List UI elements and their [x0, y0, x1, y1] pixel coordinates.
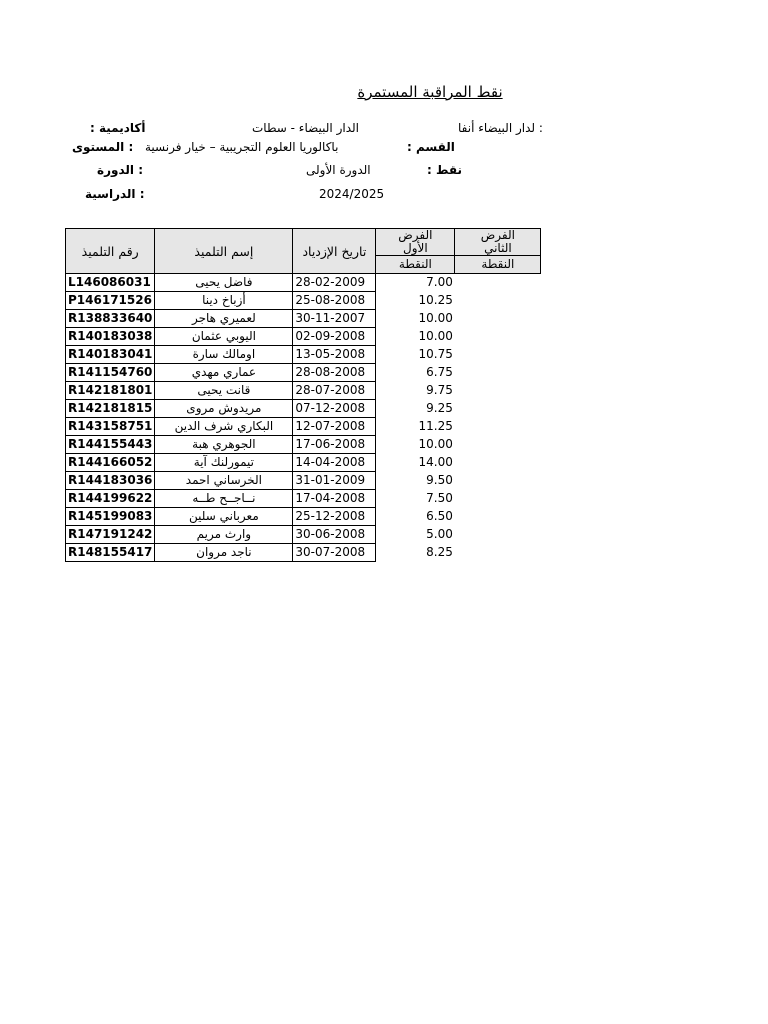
test-2-grade-cell	[455, 364, 541, 382]
test-2-grade-cell	[455, 490, 541, 508]
year-label: الدراسية :	[85, 187, 145, 201]
test-2-grade-cell	[455, 544, 541, 562]
test-1-grade-cell: 10.25	[418, 293, 453, 307]
test-1-grade-cell: 6.50	[426, 509, 453, 523]
test-2-grade-cell	[455, 346, 541, 364]
birth-date-cell: 30-06-2008	[293, 526, 376, 544]
level-value: باكالوريا العلوم التجريبية – خيار فرنسية	[145, 140, 339, 154]
table-row	[66, 292, 541, 310]
birth-date-cell: 28-08-2008	[293, 364, 376, 382]
student-name-cell: الجوهري هبة	[155, 436, 293, 454]
page-title: نقط المراقبة المستمرة	[357, 83, 503, 101]
test-1-grade-cell: 6.75	[426, 365, 453, 379]
points-label: : نقط	[427, 163, 462, 177]
birth-date-cell: 31-01-2009	[293, 472, 376, 490]
header-test-2-grade: النقطة	[455, 256, 541, 274]
birth-date-cell: 02-09-2008	[293, 328, 376, 346]
test-1-grade-cell: 8.25	[426, 545, 453, 559]
test-1-grade-cell: 10.00	[418, 311, 453, 325]
student-id-cell: R140183038	[66, 328, 155, 346]
table-row	[66, 418, 541, 436]
test-1-grade-cell: 9.25	[426, 401, 453, 415]
test-2-grade-cell	[455, 400, 541, 418]
student-name-cell: تيمورلنك آية	[155, 454, 293, 472]
session-label: الدورة :	[97, 163, 143, 177]
student-id-cell: R142181801	[66, 382, 155, 400]
birth-date-cell: 30-11-2007	[293, 310, 376, 328]
student-id-cell: R144155443	[66, 436, 155, 454]
test-2-grade-cell	[455, 328, 541, 346]
header-test-1-grade: النقطة	[376, 256, 455, 274]
student-name-cell: أزباخ دينا	[155, 292, 293, 310]
student-id-cell: R147191242	[66, 526, 155, 544]
student-name-cell: اومالك سارة	[155, 346, 293, 364]
school-value: لدار البيضاء أنفا :	[458, 121, 543, 135]
year-value: 2024/2025	[319, 187, 385, 201]
grades-table-body	[66, 274, 541, 562]
test-2-grade-cell	[455, 436, 541, 454]
test-2-grade-cell	[455, 472, 541, 490]
table-row	[66, 454, 541, 472]
test-1-grade-cell: 10.00	[418, 329, 453, 343]
birth-date-cell: 30-07-2008	[293, 544, 376, 562]
student-id-cell: R144183036	[66, 472, 155, 490]
test-2-grade-cell	[455, 526, 541, 544]
student-id-cell: R145199083	[66, 508, 155, 526]
grades-table	[65, 228, 541, 562]
table-row	[66, 364, 541, 382]
table-row	[66, 526, 541, 544]
student-name-cell: قانت يحيى	[155, 382, 293, 400]
header-test-1	[376, 229, 455, 256]
student-name-cell: البكاري شرف الدين	[155, 418, 293, 436]
header-birth-date: تاريخ الإزدياد	[293, 229, 376, 274]
header-test-2-line1: الفرض	[480, 228, 515, 242]
table-row	[66, 508, 541, 526]
test-1-grade-cell: 14.00	[418, 455, 453, 469]
student-id-cell: R138833640	[66, 310, 155, 328]
header-test-1-line1: الفرض	[398, 228, 433, 242]
student-name-cell: معرباني سلين	[155, 508, 293, 526]
test-1-grade-cell: 7.50	[426, 491, 453, 505]
student-id-cell: P146171526	[66, 292, 155, 310]
academy-value: الدار البيضاء - سطات	[252, 121, 359, 135]
table-row	[66, 400, 541, 418]
birth-date-cell: 17-04-2008	[293, 490, 376, 508]
table-row	[66, 310, 541, 328]
test-1-grade-cell: 9.50	[426, 473, 453, 487]
header-student-name: إسم التلميذ	[155, 229, 293, 274]
level-label: المستوى :	[72, 140, 134, 154]
student-name-cell: اليوبي عثمان	[155, 328, 293, 346]
birth-date-cell: 14-04-2008	[293, 454, 376, 472]
student-name-cell: فاضل يحيى	[155, 274, 293, 292]
birth-date-cell: 07-12-2008	[293, 400, 376, 418]
student-id-cell: R141154760	[66, 364, 155, 382]
section-label: : القسم	[407, 140, 455, 154]
test-2-grade-cell	[455, 508, 541, 526]
student-name-cell: الخرساني احمد	[155, 472, 293, 490]
birth-date-cell: 17-06-2008	[293, 436, 376, 454]
student-id-cell: R144199622	[66, 490, 155, 508]
table-row	[66, 346, 541, 364]
table-row	[66, 472, 541, 490]
test-1-grade-cell: 10.75	[418, 347, 453, 361]
header-test-2	[455, 229, 541, 256]
birth-date-cell: 13-05-2008	[293, 346, 376, 364]
student-id-cell: R144166052	[66, 454, 155, 472]
table-row	[66, 382, 541, 400]
test-2-grade-cell	[455, 292, 541, 310]
birth-date-cell: 12-07-2008	[293, 418, 376, 436]
birth-date-cell: 28-07-2008	[293, 382, 376, 400]
table-row	[66, 544, 541, 562]
test-2-grade-cell	[455, 274, 541, 292]
test-1-grade-cell: 7.00	[426, 275, 453, 290]
student-id-cell: R148155417	[66, 544, 155, 562]
table-row	[66, 436, 541, 454]
birth-date-cell: 28-02-2009	[293, 274, 376, 292]
header-student-id: رقم التلميذ	[66, 229, 155, 274]
table-row	[66, 490, 541, 508]
student-name-cell: عماري مهدي	[155, 364, 293, 382]
test-2-grade-cell	[455, 310, 541, 328]
header-test-2-line2: الثاني	[484, 241, 512, 255]
table-row	[66, 328, 541, 346]
header-test-1-line2: الأول	[403, 241, 428, 255]
student-id-cell: L146086031	[66, 274, 155, 292]
table-row	[66, 274, 541, 292]
test-2-grade-cell	[455, 454, 541, 472]
student-name-cell: وارث مريم	[155, 526, 293, 544]
student-name-cell: لعميري هاجر	[155, 310, 293, 328]
test-1-grade-cell: 11.25	[418, 419, 453, 433]
student-id-cell: R143158751	[66, 418, 155, 436]
test-2-grade-cell	[455, 418, 541, 436]
student-name-cell: ناجد مروان	[155, 544, 293, 562]
test-2-grade-cell	[455, 382, 541, 400]
test-1-grade-cell: 5.00	[426, 527, 453, 541]
session-value: الدورة الأولى	[306, 163, 371, 177]
birth-date-cell: 25-12-2008	[293, 508, 376, 526]
academy-label: : أكاديمية	[90, 121, 146, 135]
student-id-cell: R142181815	[66, 400, 155, 418]
student-id-cell: R140183041	[66, 346, 155, 364]
birth-date-cell: 25-08-2008	[293, 292, 376, 310]
test-1-grade-cell: 10.00	[418, 437, 453, 451]
student-name-cell: نــاجــح طــه	[155, 490, 293, 508]
student-name-cell: مريدوش مروى	[155, 400, 293, 418]
test-1-grade-cell: 9.75	[426, 383, 453, 397]
